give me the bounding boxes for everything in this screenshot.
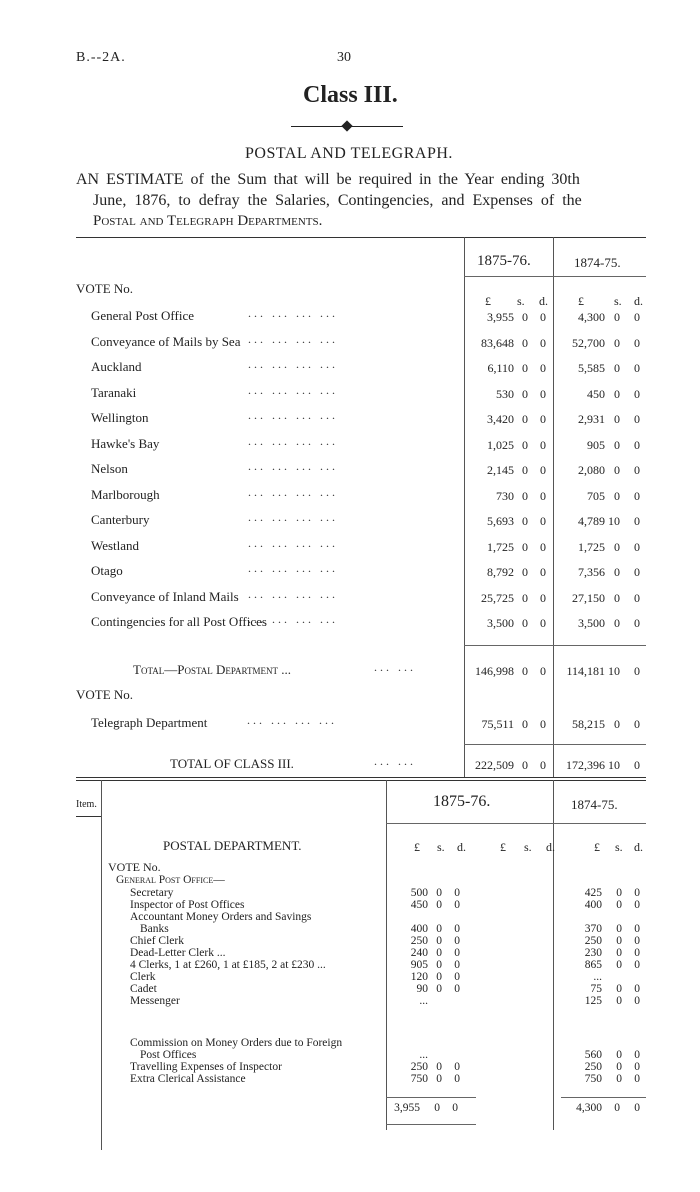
detail-row-cur-s: 0 (436, 923, 442, 935)
detail-row-prev-pounds: 230 (584, 947, 602, 959)
telegraph-cur-d: 0 (540, 717, 546, 731)
detail-row-cur-pounds: 905 (410, 959, 428, 971)
detail-row-prev-s: 0 (616, 887, 622, 899)
total-class-cur-s: 0 (522, 758, 528, 772)
total-class-label: TOTAL OF CLASS III. (170, 756, 294, 771)
summary-row-leader: ... ... ... ... (248, 408, 338, 422)
detail-unit-pound-prev: £ (594, 840, 600, 854)
summary-row-cur-s: 0 (522, 336, 528, 350)
vote-label: VOTE No. (76, 281, 134, 296)
detail-total-cur-d: 0 (452, 1102, 458, 1114)
detail-row-cur-d: 0 (454, 923, 460, 935)
page-number: 30 (337, 50, 351, 65)
detail-row-prev-d: 0 (634, 1049, 640, 1061)
summary-row-prev-pounds: 450 (587, 387, 605, 401)
summary-row-prev-pounds: 4,789 (578, 514, 605, 528)
total-class-prev-s: 10 (608, 758, 620, 772)
summary-row-prev-s: 0 (614, 361, 620, 375)
total-class-prev-d: 0 (634, 758, 640, 772)
detail-row-cur-pounds: 120 (410, 971, 428, 983)
detail-row-label: Travelling Expenses of Inspector (130, 1061, 282, 1073)
summary-row-cur-s: 0 (522, 591, 528, 605)
total-postal-prev-s: 10 (608, 664, 620, 678)
detail-row-prev-pounds: 560 (584, 1049, 602, 1061)
detail-row-label: Chief Clerk (130, 935, 184, 947)
summary-row-cur-pounds: 83,648 (481, 336, 514, 350)
summary-row-prev-s: 0 (614, 565, 620, 579)
summary-row-prev-s: 0 (614, 412, 620, 426)
detail-row-cur-d: 0 (454, 887, 460, 899)
summary-row-cur-pounds: 3,420 (487, 412, 514, 426)
summary-row-prev-s: 0 (614, 540, 620, 554)
detail-row-label: Inspector of Post Offices (130, 899, 245, 911)
detail-row-prev-pounds: 250 (584, 1061, 602, 1073)
summary-row-cur-s: 0 (522, 616, 528, 630)
total-class-cur-pounds: 222,509 (475, 758, 514, 772)
summary-row-prev-d: 0 (634, 361, 640, 375)
intro-line-1: AN ESTIMATE of the Sum that will be required in the Year ending 30th (76, 171, 580, 188)
summary-row-leader: ... ... ... ... (248, 383, 338, 397)
summary-row-prev-d: 0 (634, 463, 640, 477)
summary-row-cur-s: 0 (522, 463, 528, 477)
summary-row-cur-pounds: 1,725 (487, 540, 514, 554)
detail-unit-s-2: s. (524, 840, 532, 854)
summary-row-cur-d: 0 (540, 412, 546, 426)
detail-row-prev-s: 0 (616, 1073, 622, 1085)
summary-top-rule (76, 237, 646, 238)
detail-row-cur-pounds: 240 (410, 947, 428, 959)
summary-row-label: Westland (91, 538, 140, 553)
total-postal-leader: ... ... (374, 660, 416, 674)
telegraph-prev-d: 0 (634, 717, 640, 731)
detail-row-label: Clerk (130, 971, 156, 983)
unit-pence-prev: d. (634, 294, 643, 308)
detail-unit-s: s. (437, 840, 445, 854)
summary-row-leader: ... ... ... ... (248, 434, 338, 448)
summary-row-cur-s: 0 (522, 310, 528, 324)
summary-row-cur-d: 0 (540, 463, 546, 477)
summary-row-prev-pounds: 2,080 (578, 463, 605, 477)
detail-row-label: Messenger (130, 995, 180, 1007)
detail-unit-d-prev: d. (634, 840, 643, 854)
detail-row-prev-pounds: 865 (584, 959, 602, 971)
detail-unit-d-2: d. (546, 840, 555, 854)
summary-row-prev-d: 0 (634, 387, 640, 401)
summary-row-cur-pounds: 730 (496, 489, 514, 503)
detail-row-prev-d: 0 (634, 899, 640, 911)
detail-col-current: 1875-76. (433, 793, 491, 810)
summary-row-cur-pounds: 8,792 (487, 565, 514, 579)
summary-row-cur-d: 0 (540, 310, 546, 324)
detail-row-prev-s: 0 (616, 899, 622, 911)
total-class-leader: ... ... (374, 754, 416, 768)
detail-row-prev-s: 0 (616, 959, 622, 971)
summary-row-prev-s: 0 (614, 463, 620, 477)
summary-row-label: Conveyance of Mails by Sea (91, 334, 241, 349)
summary-row-prev-pounds: 3,500 (578, 616, 605, 630)
summary-row-prev-s: 0 (614, 591, 620, 605)
summary-row-cur-pounds: 530 (496, 387, 514, 401)
detail-row-prev-d: 0 (634, 995, 640, 1007)
summary-row-label: Marlborough (91, 487, 160, 502)
detail-row-prev-s: 0 (616, 935, 622, 947)
detail-row-cur-pounds: 250 (410, 1061, 428, 1073)
detail-row-cur-d: 0 (454, 899, 460, 911)
summary-row-prev-pounds: 7,356 (578, 565, 605, 579)
detail-row-prev-d: 0 (634, 959, 640, 971)
detail-col-previous: 1874-75. (571, 797, 618, 812)
summary-row-leader: ... ... ... ... (248, 357, 338, 371)
detail-row-label: Commission on Money Orders due to Foreign (130, 1037, 343, 1049)
summary-col-current: 1875-76. (477, 253, 531, 269)
detail-row-prev-d: 0 (634, 947, 640, 959)
detail-double-rule-top (76, 777, 646, 778)
summary-row-label: Hawke's Bay (91, 436, 160, 451)
detail-row-prev-d: 0 (634, 923, 640, 935)
summary-row-cur-s: 0 (522, 565, 528, 579)
detail-unit-pound-2: £ (500, 840, 506, 854)
detail-row-cur-s: 0 (436, 899, 442, 911)
summary-row-cur-d: 0 (540, 540, 546, 554)
telegraph-prev-s: 0 (614, 717, 620, 731)
detail-row-prev-d: 0 (634, 887, 640, 899)
summary-row-leader: ... ... ... ... (248, 587, 338, 601)
detail-section-title: POSTAL DEPARTMENT. (163, 838, 302, 853)
detail-item-divider (101, 780, 102, 1150)
summary-row-leader: ... ... ... ... (248, 306, 338, 320)
detail-row-prev-s: 0 (616, 923, 622, 935)
summary-row-cur-d: 0 (540, 336, 546, 350)
detail-row-cur-d: 0 (454, 935, 460, 947)
summary-row-label: Conveyance of Inland Mails (91, 589, 239, 604)
summary-row-label: Otago (91, 563, 123, 578)
summary-col-divider-1 (464, 237, 465, 777)
telegraph-cur-s: 0 (522, 717, 528, 731)
total-class-cur-d: 0 (540, 758, 546, 772)
total-postal-cur-s: 0 (522, 664, 528, 678)
summary-row-leader: ... ... ... ... (248, 561, 338, 575)
detail-row-label: Banks (140, 923, 169, 935)
unit-pound: £ (485, 294, 491, 308)
detail-row-label: Dead-Letter Clerk ... (130, 947, 226, 959)
detail-unit-s-prev: s. (615, 840, 623, 854)
summary-row-prev-s: 0 (614, 336, 620, 350)
summary-row-prev-pounds: 5,585 (578, 361, 605, 375)
detail-row-cur-d: 0 (454, 1061, 460, 1073)
summary-row-cur-pounds: 3,500 (487, 616, 514, 630)
summary-row-cur-s: 0 (522, 489, 528, 503)
detail-unit-d: d. (457, 840, 466, 854)
summary-row-cur-d: 0 (540, 514, 546, 528)
intro-line-2: June, 1876, to defray the Salaries, Contingencies, and Expenses of the (93, 192, 582, 209)
summary-row-cur-pounds: 25,725 (481, 591, 514, 605)
detail-row-cur-s: 0 (436, 971, 442, 983)
total-postal-prev-d: 0 (634, 664, 640, 678)
summary-row-cur-s: 0 (522, 412, 528, 426)
total-postal-label: Total—Postal Department ... (133, 662, 291, 677)
summary-row-prev-d: 0 (634, 310, 640, 324)
detail-vote-label: VOTE No. (108, 860, 161, 874)
detail-row-cur-pounds: 250 (410, 935, 428, 947)
detail-row-cur-d: 0 (454, 971, 460, 983)
summary-row-cur-pounds: 2,145 (487, 463, 514, 477)
detail-row-prev-s: 0 (616, 947, 622, 959)
summary-row-cur-pounds: 1,025 (487, 438, 514, 452)
summary-row-cur-s: 0 (522, 361, 528, 375)
detail-row-cur-s: 0 (436, 935, 442, 947)
summary-row-leader: ... ... ... ... (248, 536, 338, 550)
summary-row-label: General Post Office (91, 308, 195, 323)
detail-row-label: Accountant Money Orders and Savings (130, 911, 312, 923)
detail-row-cur-pounds: 500 (410, 887, 428, 899)
detail-row-label: Cadet (130, 983, 157, 995)
detail-row-prev-pounds: 125 (584, 995, 602, 1007)
summary-row-cur-pounds: 6,110 (487, 361, 514, 375)
summary-row-prev-d: 0 (634, 438, 640, 452)
detail-row-cur-s: 0 (436, 1073, 442, 1085)
page-reference: B.--2A. (76, 50, 126, 65)
summary-row-prev-s: 0 (614, 489, 620, 503)
summary-header-rule (464, 276, 646, 277)
detail-total-cur-pounds: 3,955 (394, 1102, 420, 1114)
summary-row-label: Canterbury (91, 512, 150, 527)
summary-row-prev-d: 0 (634, 489, 640, 503)
detail-row-prev-s: 0 (616, 1049, 622, 1061)
telegraph-label: Telegraph Department (91, 715, 208, 730)
detail-row-cur-s: 0 (436, 887, 442, 899)
summary-row-prev-d: 0 (634, 565, 640, 579)
summary-row-prev-pounds: 905 (587, 438, 605, 452)
total-postal-cur-d: 0 (540, 664, 546, 678)
summary-row-prev-pounds: 52,700 (572, 336, 605, 350)
summary-row-prev-s: 10 (608, 514, 620, 528)
summary-row-cur-d: 0 (540, 616, 546, 630)
detail-header-rule (386, 823, 646, 824)
item-label: Item. (76, 799, 97, 810)
detail-total-prev-d: 0 (634, 1102, 640, 1114)
detail-row-prev-pounds: 750 (584, 1073, 602, 1085)
summary-row-prev-s: 0 (614, 310, 620, 324)
department-title: POSTAL AND TELEGRAPH. (245, 145, 453, 162)
summary-row-cur-d: 0 (540, 565, 546, 579)
item-underline (76, 816, 101, 817)
detail-row-prev-d: 0 (634, 983, 640, 995)
detail-row-label: Post Offices (140, 1049, 197, 1061)
detail-row-prev-pounds: ... (593, 971, 602, 983)
summary-row-cur-pounds: 3,955 (487, 310, 514, 324)
detail-total-prev-pounds: 4,300 (576, 1102, 602, 1114)
detail-row-prev-s: 0 (616, 995, 622, 1007)
total-postal-top-rule (464, 645, 646, 646)
summary-col-divider-2 (553, 237, 554, 777)
detail-row-prev-pounds: 370 (584, 923, 602, 935)
summary-row-label: Contingencies for all Post Offices (91, 614, 267, 629)
summary-row-cur-s: 0 (522, 540, 528, 554)
intro-line-3: Postal and Telegraph Departments. (93, 213, 323, 229)
summary-row-prev-pounds: 4,300 (578, 310, 605, 324)
summary-row-prev-s: 0 (614, 616, 620, 630)
detail-row-prev-s: 0 (616, 1061, 622, 1073)
total-postal-prev-pounds: 114,181 (566, 664, 605, 678)
detail-col-divider-2 (553, 780, 554, 1130)
summary-row-leader: ... ... ... ... (248, 485, 338, 499)
detail-row-prev-pounds: 400 (584, 899, 602, 911)
detail-row-cur-pounds: 450 (410, 899, 428, 911)
summary-row-prev-d: 0 (634, 514, 640, 528)
summary-row-cur-d: 0 (540, 387, 546, 401)
detail-total-cur-s: 0 (434, 1102, 440, 1114)
detail-total-rule (386, 1097, 476, 1098)
summary-row-cur-s: 0 (522, 514, 528, 528)
detail-total-rule-prev (561, 1097, 646, 1098)
detail-row-cur-pounds: 750 (410, 1073, 428, 1085)
summary-row-label: Wellington (91, 410, 149, 425)
summary-row-prev-d: 0 (634, 412, 640, 426)
detail-unit-pound: £ (414, 840, 420, 854)
detail-row-cur-d: 0 (454, 947, 460, 959)
detail-row-cur-s: 0 (436, 1061, 442, 1073)
detail-row-cur-pounds: 400 (410, 923, 428, 935)
summary-row-prev-pounds: 1,725 (578, 540, 605, 554)
detail-row-cur-pounds: 90 (416, 983, 428, 995)
detail-bottom-rule (386, 1124, 476, 1125)
summary-row-leader: ... ... ... ... (248, 332, 338, 346)
summary-row-label: Taranaki (91, 385, 137, 400)
unit-pound-prev: £ (578, 294, 584, 308)
vote-label-2: VOTE No. (76, 687, 134, 702)
ornament-diamond (341, 120, 352, 131)
detail-office-label: General Post Office— (116, 874, 225, 886)
summary-row-prev-d: 0 (634, 336, 640, 350)
detail-row-label: 4 Clerks, 1 at £260, 1 at £185, 2 at £230 ... (130, 959, 326, 971)
detail-row-cur-pounds: ... (419, 1049, 428, 1061)
summary-row-prev-d: 0 (634, 591, 640, 605)
summary-row-leader: ... ... ... ... (248, 612, 338, 626)
detail-row-cur-d: 0 (454, 983, 460, 995)
detail-row-prev-d: 0 (634, 935, 640, 947)
total-class-top-rule (464, 744, 646, 745)
unit-shilling: s. (517, 294, 525, 308)
detail-row-prev-s: 0 (616, 983, 622, 995)
summary-row-prev-d: 0 (634, 616, 640, 630)
summary-row-leader: ... ... ... ... (248, 459, 338, 473)
summary-row-cur-d: 0 (540, 489, 546, 503)
summary-row-prev-pounds: 705 (587, 489, 605, 503)
detail-row-prev-pounds: 425 (584, 887, 602, 899)
summary-row-prev-s: 0 (614, 438, 620, 452)
summary-row-cur-d: 0 (540, 438, 546, 452)
summary-row-cur-d: 0 (540, 591, 546, 605)
detail-row-prev-pounds: 75 (590, 983, 602, 995)
detail-row-prev-d: 0 (634, 1073, 640, 1085)
summary-row-cur-d: 0 (540, 361, 546, 375)
summary-row-label: Auckland (91, 359, 142, 374)
summary-row-prev-s: 0 (614, 387, 620, 401)
summary-row-leader: ... ... ... ... (248, 510, 338, 524)
detail-row-cur-d: 0 (454, 959, 460, 971)
detail-row-label: Secretary (130, 887, 174, 899)
detail-row-cur-d: 0 (454, 1073, 460, 1085)
detail-total-prev-s: 0 (614, 1102, 620, 1114)
summary-row-label: Nelson (91, 461, 128, 476)
summary-row-prev-pounds: 2,931 (578, 412, 605, 426)
telegraph-leader: ... ... ... ... (247, 713, 337, 727)
class-title: Class III. (303, 82, 398, 108)
total-postal-cur-pounds: 146,998 (475, 664, 514, 678)
summary-row-cur-pounds: 5,693 (487, 514, 514, 528)
detail-col-divider-1 (386, 780, 387, 1130)
summary-row-cur-s: 0 (522, 438, 528, 452)
detail-row-prev-pounds: 250 (584, 935, 602, 947)
telegraph-prev-pounds: 58,215 (572, 717, 605, 731)
detail-row-cur-s: 0 (436, 983, 442, 995)
total-class-prev-pounds: 172,396 (566, 758, 605, 772)
unit-shilling-prev: s. (614, 294, 622, 308)
summary-row-prev-d: 0 (634, 540, 640, 554)
summary-row-prev-pounds: 27,150 (572, 591, 605, 605)
detail-row-cur-pounds: ... (419, 995, 428, 1007)
unit-pence: d. (539, 294, 548, 308)
detail-row-prev-d: 0 (634, 1061, 640, 1073)
detail-row-label: Extra Clerical Assistance (130, 1073, 246, 1085)
summary-col-previous: 1874-75. (574, 255, 621, 270)
detail-double-rule-bottom (76, 780, 646, 781)
detail-row-cur-s: 0 (436, 947, 442, 959)
summary-row-cur-s: 0 (522, 387, 528, 401)
telegraph-cur-pounds: 75,511 (481, 717, 514, 731)
detail-row-cur-s: 0 (436, 959, 442, 971)
